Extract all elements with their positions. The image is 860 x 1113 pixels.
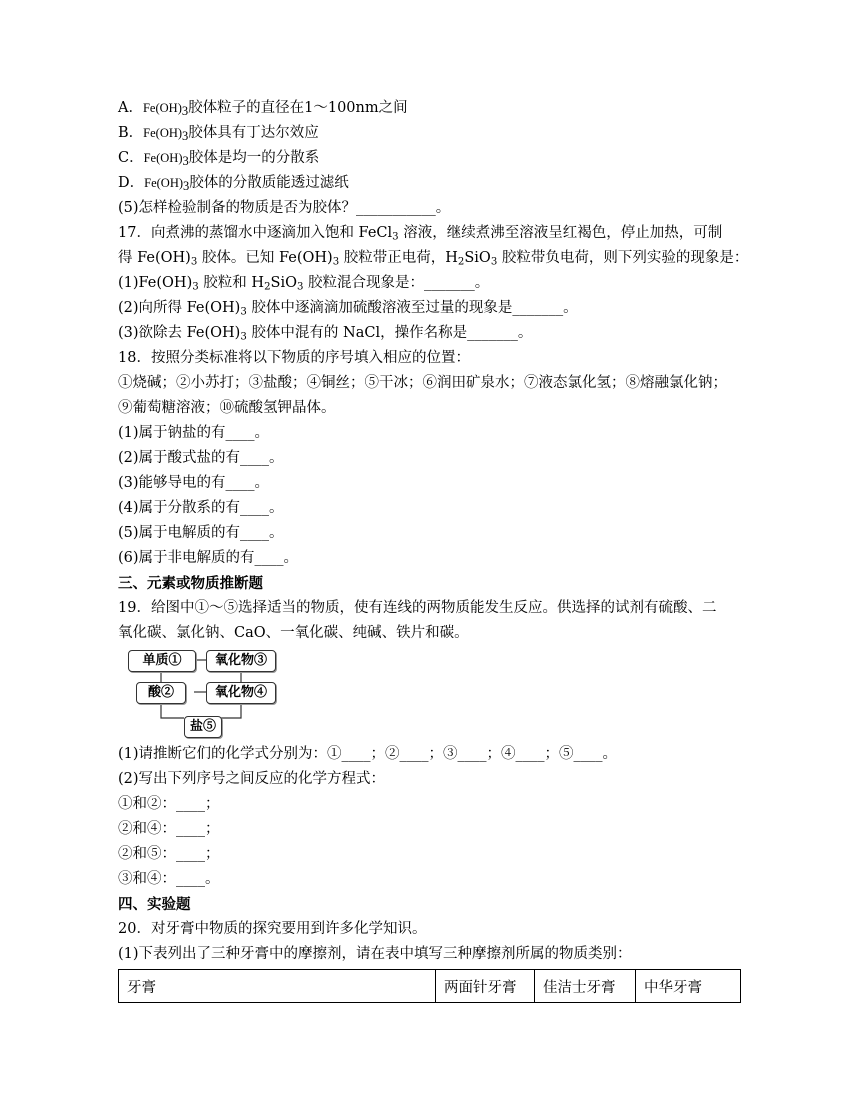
q18-part6: (6)属于非电解质的有____。 (118, 550, 299, 566)
option-b: B．$Fe(OH)_3$胶体具有丁达尔效应 (118, 125, 319, 144)
q16-part5: (5)怎样检验制备的物质是否为胶体？___________。 (118, 200, 451, 216)
q18-list-line1: ①烧碱；②小苏打；③盐酸；④铜丝；⑤干冰；⑥润田矿泉水；⑦液态氯化氢；⑧熔融氯化钠； (118, 375, 727, 391)
reaction-diagram (128, 648, 278, 740)
node-acid-2: 酸② (136, 682, 186, 704)
q19-part2: (2)写出下列序号之间反应的化学方程式： (118, 771, 386, 787)
q18-part1: (1)属于钠盐的有____。 (118, 425, 270, 441)
q19-eq1: ①和②：____； (118, 796, 220, 812)
q19-part1: (1)请推断它们的化学式分别为：①____；②____；③____；④____；⑤____。 (118, 746, 618, 762)
q17-stem-line1: 17．向煮沸的蒸馏水中逐滴加入饱和 FeCl$_3$ 溶液，继续煮沸至溶液呈红褐色，停止加热，可制 (118, 225, 723, 243)
option-d: D．$Fe(OH)_3$胶体的分散质能透过滤纸 (118, 175, 349, 194)
q17-part3: (3)欲除去 $Fe(OH)_3$ 胶体中混有的 NaCl，操作名称是_______。 (118, 325, 533, 343)
node-oxide-4: 氧化物④ (206, 682, 276, 704)
toothpaste-table (118, 969, 741, 1003)
exam-page (118, 96, 748, 1003)
section-heading-3: 三、元素或物质推断题 (118, 575, 263, 592)
q19-stem-line2: 氧化碳、氯化钠、CaO、一氧化碳、纯碱、铁片和碳。 (118, 625, 469, 641)
node-oxide-3: 氧化物③ (206, 650, 276, 672)
option-a: A．$Fe(OH)_3$胶体粒子的直径在1～100nm之间 (118, 100, 408, 119)
table-header-cell: 两面针牙膏 (436, 970, 535, 1003)
table-row (119, 970, 741, 1003)
q17-part1: $(1)Fe(OH)_3$ 胶粒和 $H_2SiO_3$ 胶粒混合现象是：_______。 (118, 275, 490, 293)
q20-stem: 20．对牙膏中物质的探究要用到许多化学知识。 (118, 921, 427, 937)
q18-stem: 18．按照分类标准将以下物质的序号填入相应的位置： (118, 350, 470, 366)
q19-stem-line1: 19．给图中①～⑤选择适当的物质，使有连线的两物质能发生反应。供选择的试剂有硫酸、二 (118, 600, 717, 616)
q18-part3: (3)能够导电的有____。 (118, 475, 270, 491)
q19-eq3: ②和⑤：____； (118, 846, 220, 862)
q18-list-line2: ⑨葡萄糖溶液；⑩硫酸氢钾晶体。 (118, 400, 336, 416)
node-salt-5: 盐⑤ (184, 716, 222, 738)
q20-part1: (1)下表列出了三种牙膏中的摩擦剂，请在表中填写三种摩擦剂所属的物质类别： (118, 946, 632, 962)
q17-stem-line2: 得 $Fe(OH)_3$ 胶体。已知 $Fe(OH)_3$ 胶粒带正电荷，$H_2SiO_3$ 胶粒带负电荷，则下列实验的现象是： (118, 250, 749, 268)
q18-part2: (2)属于酸式盐的有____。 (118, 450, 284, 466)
table-header-cell: 佳洁士牙膏 (535, 970, 636, 1003)
q19-eq4: ③和④：____。 (118, 871, 220, 887)
node-element-1: 单质① (128, 650, 196, 672)
q18-part4: (4)属于分散系的有____。 (118, 500, 284, 516)
option-c: C．$Fe(OH)_3$胶体是均一的分散系 (118, 150, 320, 169)
q18-part5: (5)属于电解质的有____。 (118, 525, 284, 541)
q19-eq2: ②和④：____； (118, 821, 220, 837)
table-header-cell: 牙膏 (119, 970, 436, 1003)
q17-part2: (2)向所得 $Fe(OH)_3$ 胶体中逐滴滴加硫酸溶液至过量的现象是_______。 (118, 300, 578, 318)
section-heading-4: 四、实验题 (118, 896, 191, 913)
table-header-cell: 中华牙膏 (636, 970, 741, 1003)
